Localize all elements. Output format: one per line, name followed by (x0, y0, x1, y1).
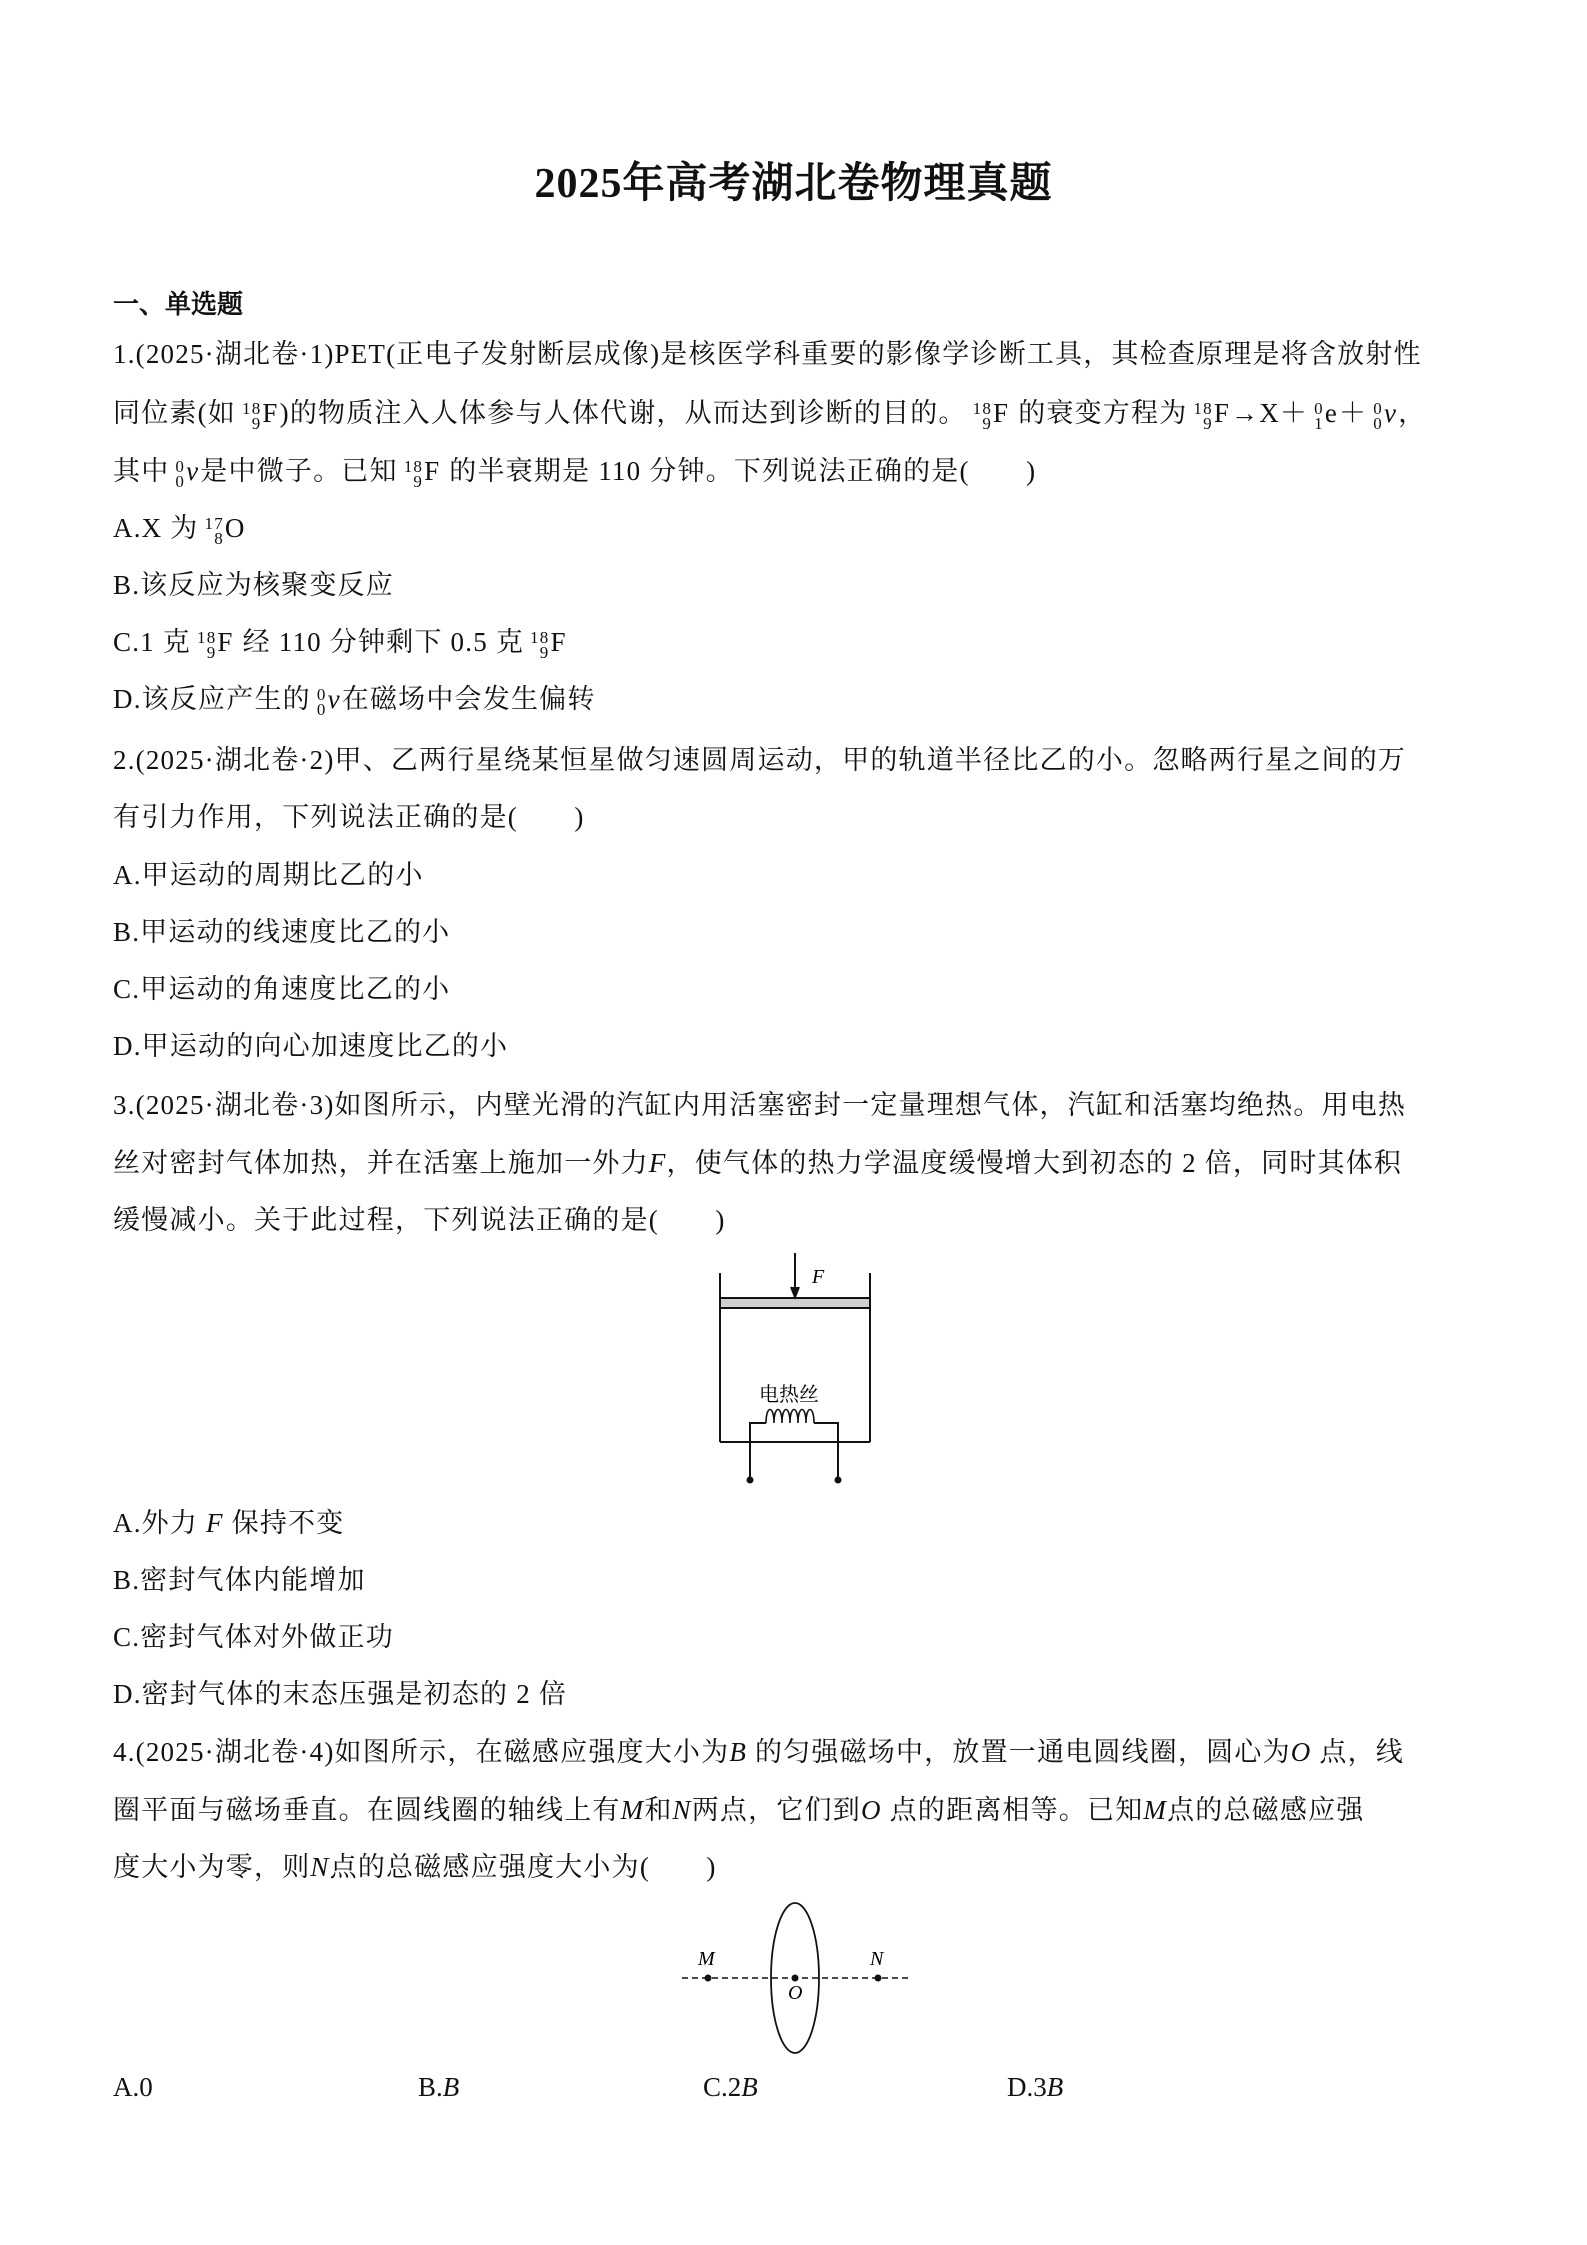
math-variable: F (206, 1508, 224, 1538)
heater-wire (750, 1423, 838, 1480)
math-variable: O (860, 1795, 882, 1825)
point-m (705, 1975, 712, 1982)
text-run: B. (418, 2072, 443, 2102)
nuclide-symbol: 0 0 v (316, 684, 341, 720)
text-run: 点的距离相等。已知 (881, 1795, 1144, 1825)
question-1-stem-line (113, 336, 1422, 372)
text-run: 丝对密封气体加热，并在活塞上施加一外力 (113, 1148, 649, 1178)
text-run: B.甲运动的线速度比乙的小 (113, 917, 451, 947)
text-run: 4.(2025·湖北卷·4)如图所示，在磁感应强度大小为 (113, 1737, 730, 1767)
question-3-option-A (113, 1505, 344, 1541)
math-variable: M (1143, 1795, 1168, 1825)
math-variable: B (741, 2072, 758, 2102)
text-run: 点的总磁感应强 (1167, 1795, 1365, 1825)
text-run: 缓慢减小。关于此过程，下列说法正确的是( ) (113, 1205, 726, 1235)
text-run: 点，线 (1311, 1737, 1405, 1767)
terminal-right (835, 1477, 842, 1484)
text-run: B.密封气体内能增加 (113, 1565, 366, 1595)
text-run: →X＋ (1231, 398, 1309, 428)
text-run: ，使气体的热力学温度缓慢增大到初态的 2 倍，同时其体积 (666, 1148, 1403, 1178)
text-run: D.3 (1007, 2072, 1047, 2102)
label-o: O (788, 1982, 803, 2004)
math-variable: N (672, 1795, 692, 1825)
text-run: 2.(2025·湖北卷·2)甲、乙两行星绕某恒星做匀速圆周运动，甲的轨道半径比乙的小。忽略两行星之间的万 (113, 745, 1407, 775)
nuclide-symbol: 18 9 F (972, 398, 1010, 434)
question-4-option-C (703, 2072, 758, 2103)
text-run: ， (1398, 398, 1427, 428)
text-run: 的半衰期是 110 分钟。下列说法正确的是( ) (441, 456, 1037, 486)
math-variable: O (1290, 1737, 1312, 1767)
text-run: 1.(2025·湖北卷·1)PET(正电子发射断层成像)是核医学科重要的影像学诊断工具，其检查原理是将含放射性 (113, 339, 1422, 369)
question-2-option-A (113, 857, 424, 893)
text-run: D.甲运动的向心加速度比乙的小 (113, 1031, 509, 1061)
cylinder-figure (700, 1245, 900, 1490)
nuclide-symbol: 0 1 e (1314, 398, 1339, 434)
question-4-stem-line (113, 1792, 1365, 1828)
force-label: F (812, 1266, 825, 1288)
question-1-option-A (113, 510, 247, 549)
text-run: A.0 (113, 2072, 153, 2102)
text-run: D.该反应产生的 (113, 684, 311, 714)
text-run: C.甲运动的角速度比乙的小 (113, 974, 451, 1004)
math-variable: B (1046, 2072, 1064, 2102)
text-run: 其中 (113, 456, 170, 486)
question-1-stem-line (113, 395, 1427, 434)
question-1-option-C (113, 624, 568, 663)
text-run: 的匀强磁场中，放置一通电圆线圈，圆心为 (747, 1737, 1291, 1767)
text-run: C.2 (703, 2072, 742, 2102)
question-3-stem-line (113, 1145, 1402, 1181)
text-run: A.甲运动的周期比乙的小 (113, 860, 424, 890)
math-variable: B (442, 2072, 460, 2102)
question-3-option-C (113, 1619, 394, 1655)
point-n (875, 1975, 882, 1982)
point-o (792, 1975, 799, 1982)
text-run: 两点，它们到 (691, 1795, 861, 1825)
text-run: 的衰变方程为 (1010, 398, 1188, 428)
text-run: 在磁场中会发生偏转 (341, 684, 596, 714)
text-run: C.密封气体对外做正功 (113, 1622, 394, 1652)
question-4-option-A (113, 2072, 153, 2103)
question-4-option-D (1007, 2072, 1063, 2103)
text-run: B.该反应为核聚变反应 (113, 570, 394, 600)
nuclide-symbol: 0 0 v (175, 456, 200, 492)
text-run: )的物质注入人体参与人体代谢，从而达到诊断的目的。 (279, 398, 967, 428)
question-2-stem-line (113, 742, 1406, 778)
question-1-option-B (113, 567, 394, 603)
nuclide-symbol: 18 9 F (197, 627, 234, 663)
question-3-option-D (113, 1676, 567, 1712)
text-run: 度大小为零，则 (113, 1852, 311, 1882)
text-run: 经 110 分钟剩下 0.5 克 (234, 627, 525, 657)
nuclide-symbol: 17 8 O (204, 513, 246, 549)
question-2-option-B (113, 914, 450, 950)
section-heading-single-choice: 一、单选题 (113, 290, 244, 320)
text-run: 是中微子。已知 (200, 456, 398, 486)
heater-label: 电热丝 (759, 1384, 819, 1406)
coil-figure (670, 1895, 920, 2065)
math-variable: F (648, 1148, 667, 1178)
question-3-option-B (113, 1562, 366, 1598)
question-3-stem-line (113, 1087, 1406, 1123)
terminal-left (747, 1477, 754, 1484)
nuclide-symbol: 0 0 v (1373, 398, 1398, 434)
text-run: 3.(2025·湖北卷·3)如图所示，内壁光滑的汽缸内用活塞密封一定量理想气体，汽缸和活塞均绝热。用电热 (113, 1090, 1407, 1120)
nuclide-symbol: 18 9 F (242, 398, 279, 434)
text-run: D.密封气体的末态压强是初态的 2 倍 (113, 1679, 568, 1709)
heater-coil-icon (766, 1410, 814, 1424)
question-1-stem-line (113, 453, 1037, 492)
math-variable: B (729, 1737, 748, 1767)
label-m: M (698, 1948, 715, 1970)
nuclide-symbol: 18 9 F (403, 456, 441, 492)
text-run: C.1 克 (113, 627, 192, 657)
page-title: 2025年高考湖北卷物理真题 (534, 161, 1053, 207)
question-2-stem-line (113, 799, 585, 835)
question-2-option-C (113, 971, 450, 1007)
text-run: 点的总磁感应强度大小为( ) (329, 1852, 717, 1882)
nuclide-symbol: 18 9 F (530, 627, 567, 663)
question-3-stem-line (113, 1202, 726, 1238)
math-variable: N (310, 1852, 330, 1882)
question-2-option-D (113, 1028, 508, 1064)
text-run: ＋ (1339, 398, 1368, 428)
math-variable: M (620, 1795, 645, 1825)
question-4-option-B (418, 2072, 459, 2103)
text-run: A.X 为 (113, 513, 199, 543)
text-run: 圈平面与磁场垂直。在圆线圈的轴线上有 (113, 1795, 621, 1825)
text-run: A.外力 (113, 1508, 206, 1538)
label-n: N (870, 1948, 884, 1970)
question-4-stem-line (113, 1734, 1404, 1770)
text-run: 保持不变 (223, 1508, 345, 1538)
question-4-stem-line (113, 1849, 717, 1885)
text-run: 有引力作用，下列说法正确的是( ) (113, 802, 585, 832)
question-1-option-D (113, 681, 596, 720)
text-run: 同位素(如 (113, 398, 236, 428)
text-run: 和 (644, 1795, 673, 1825)
nuclide-symbol: 18 9 F (1193, 398, 1231, 434)
